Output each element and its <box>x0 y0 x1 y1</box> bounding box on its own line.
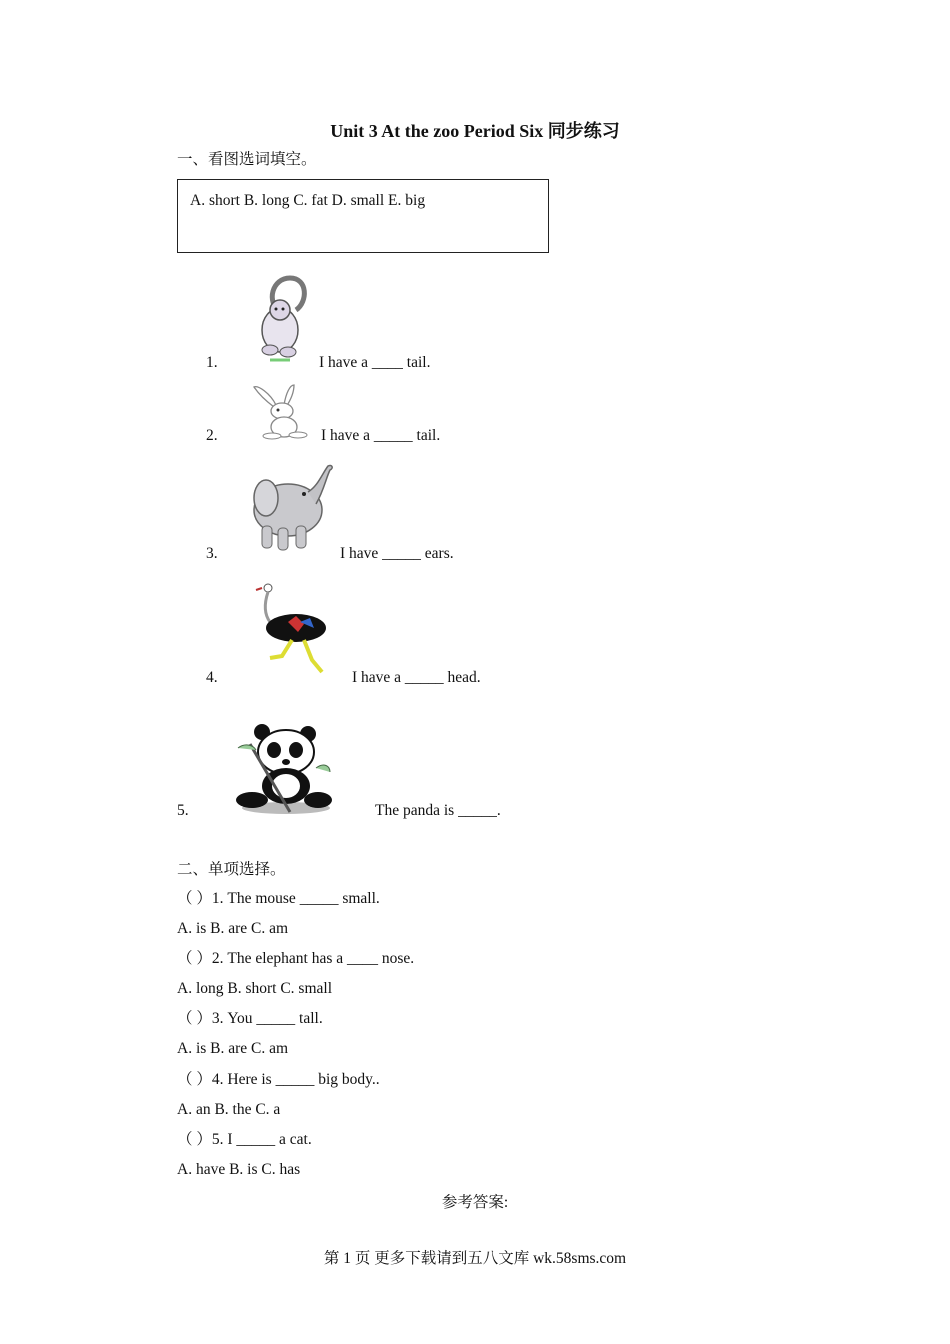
item-4-number: 4. <box>206 669 218 686</box>
question-3: （ ）3. You _____ tall. <box>177 1010 323 1027</box>
item-4-sentence: I have a _____ head. <box>352 669 481 686</box>
section1-heading: 一、看图选词填空。 <box>177 151 317 168</box>
item-5-number: 5. <box>177 802 189 819</box>
panda-icon <box>230 724 334 816</box>
item-1-number: 1. <box>206 354 218 371</box>
word-bank: A. short B. long C. fat D. small E. big <box>190 192 426 209</box>
word-bank-box <box>177 179 549 253</box>
item-3-number: 3. <box>206 545 218 562</box>
elephant-icon <box>248 460 336 552</box>
ostrich-icon <box>252 582 332 680</box>
question-4: （ ）4. Here is _____ big body.. <box>177 1071 380 1088</box>
page-footer: 第 1 页 更多下载请到五八文库 wk.58sms.com <box>323 1250 627 1267</box>
answer-heading: 参考答案: <box>441 1194 509 1211</box>
monkey-icon <box>246 272 312 362</box>
question-1: （ ）1. The mouse _____ small. <box>177 890 380 907</box>
question-3-options: A. is B. are C. am <box>177 1040 289 1057</box>
question-4-options: A. an B. the C. a <box>177 1101 281 1118</box>
item-2-sentence: I have a _____ tail. <box>321 427 441 444</box>
section2-heading: 二、单项选择。 <box>177 861 286 878</box>
rabbit-icon <box>252 383 314 439</box>
item-5-sentence: The panda is _____. <box>375 802 501 819</box>
item-1-sentence: I have a ____ tail. <box>319 354 431 371</box>
question-2: （ ）2. The elephant has a ____ nose. <box>177 950 415 967</box>
question-5: （ ）5. I _____ a cat. <box>177 1131 312 1148</box>
page-title: Unit 3 At the zoo Period Six 同步练习 <box>330 121 620 141</box>
item-2-number: 2. <box>206 427 218 444</box>
question-2-options: A. long B. short C. small <box>177 980 333 997</box>
question-1-options: A. is B. are C. am <box>177 920 289 937</box>
question-5-options: A. have B. is C. has <box>177 1161 301 1178</box>
item-3-sentence: I have _____ ears. <box>340 545 454 562</box>
